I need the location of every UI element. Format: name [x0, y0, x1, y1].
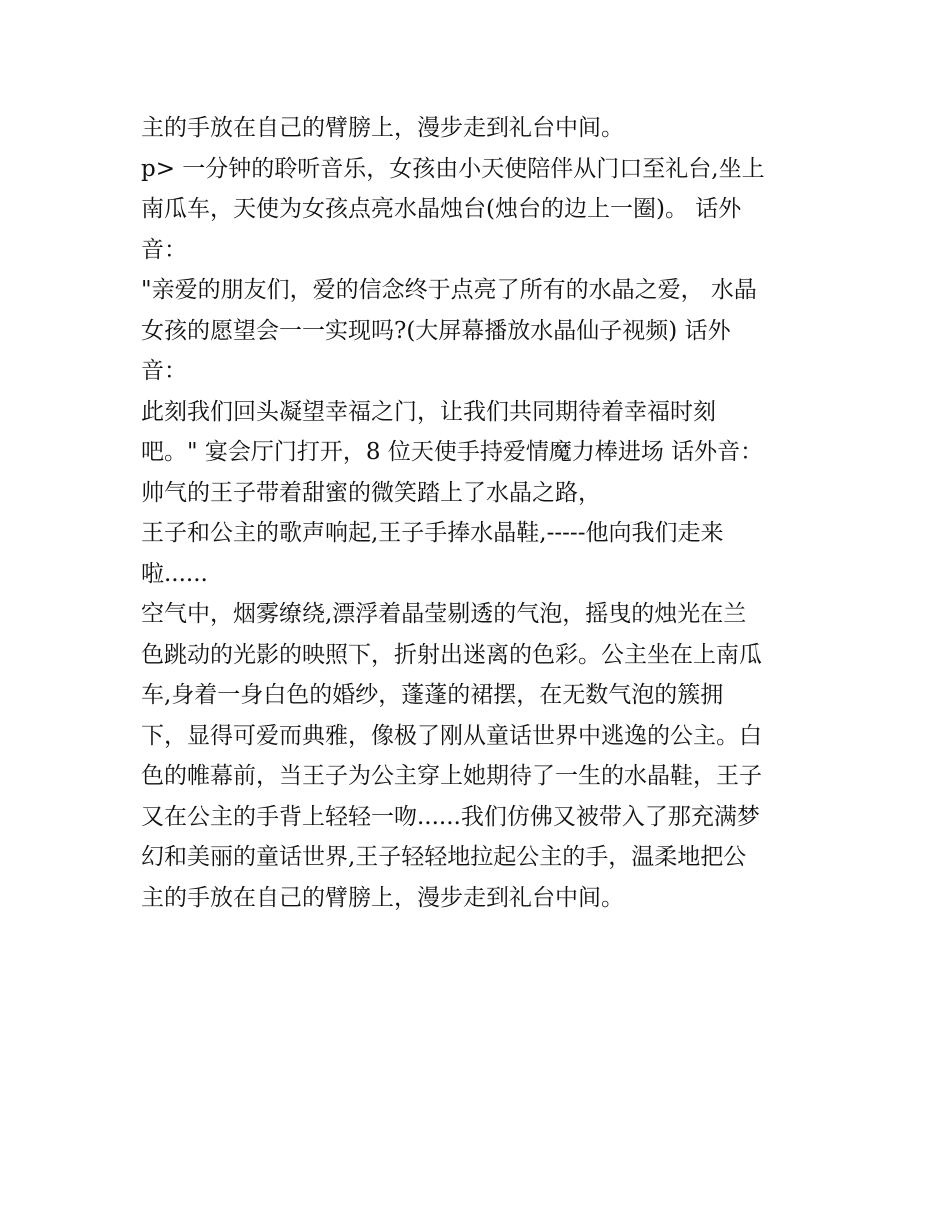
text-line: 音： [141, 236, 187, 263]
text-line: "亲爱的朋友们，爱的信念终于点亮了所有的水晶之爱， 水晶 [141, 277, 757, 303]
text-line: p> 一分钟的聆听音乐，女孩由小天使陪伴从门口至礼台,坐上 [141, 155, 765, 182]
text-line: 此刻我们回头凝望幸福之门，让我们共同期待着幸福时刻 [141, 398, 716, 425]
text-line: 音： [141, 358, 187, 384]
text-line: 王子和公主的歌声响起,王子手捧水晶鞋,-----他向我们走来 [141, 520, 724, 546]
text-line: 下，显得可爱而典雅，像极了刚从童话世界中逃逸的公主。白 [141, 722, 762, 749]
text-line: 又在公主的手背上轻轻一吻......我们仿佛又被带入了那充满梦 [141, 803, 760, 830]
text-line: 南瓜车，天使为女孩点亮水晶烛台(烛台的边上一圈)。 话外 [141, 196, 742, 222]
text-line: 啦...... [141, 560, 208, 587]
body-text [141, 108, 831, 918]
text-line: 女孩的愿望会一一实现吗?(大屏幕播放水晶仙子视频) 话外 [141, 317, 731, 344]
text-line: 色的帷幕前，当王子为公主穿上她期待了一生的水晶鞋，王子 [141, 763, 762, 789]
text-line: 帅气的王子带着甜蜜的微笑踏上了水晶之路， [141, 479, 601, 506]
text-line: 主的手放在自己的臂膀上，漫步走到礼台中间。 [141, 884, 624, 911]
text-line: 主的手放在自己的臂膀上，漫步走到礼台中间。 [141, 115, 624, 141]
text-line: 幻和美丽的童话世界,王子轻轻地拉起公主的手，温柔地把公 [141, 844, 747, 870]
text-line: 车,身着一身白色的婚纱，蓬蓬的裙摆，在无数气泡的簇拥 [141, 682, 724, 708]
text-line: 吧。" 宴会厅门打开，8 位天使手持爱情魔力棒进场 话外音： [141, 439, 764, 465]
text-line: 色跳动的光影的映照下，折射出迷离的色彩。公主坐在上南瓜 [141, 641, 762, 668]
text-line: 空气中，烟雾缭绕,漂浮着晶莹剔透的气泡，摇曳的烛光在兰 [141, 601, 747, 627]
